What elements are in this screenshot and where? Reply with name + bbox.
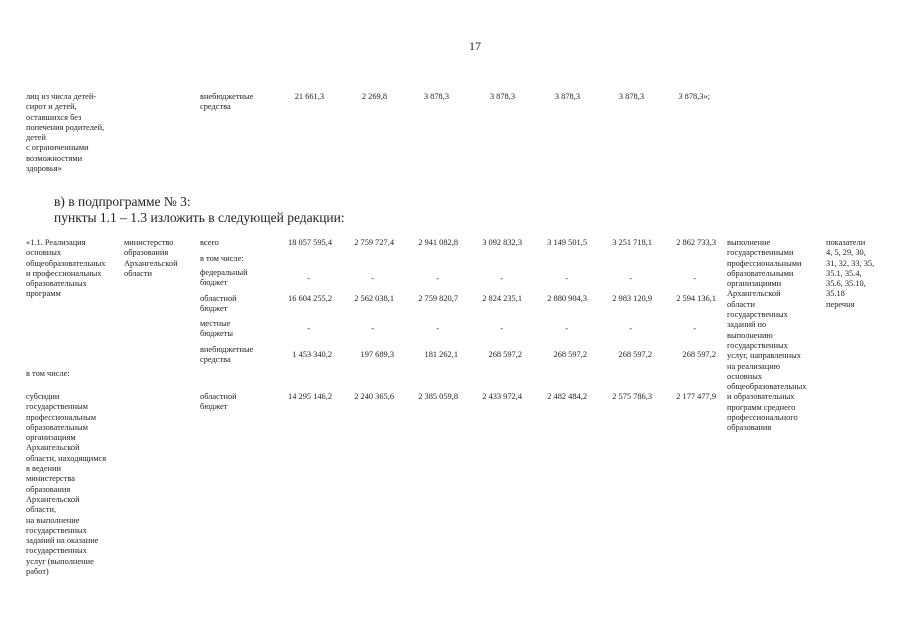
value-cell: 181 262,1 xyxy=(424,350,458,359)
result-text: выполнение государственными профессиональными образовательными организациями Архангельской области государственных заданий по выполнению государственных услуг, направленных на реализацию основных общеобразовательных и образовательных программ среднего профессионального образования xyxy=(727,238,807,433)
page-number: 17 xyxy=(469,39,481,53)
value-cell: 2 385 059,8 xyxy=(418,392,458,401)
value-cell: - xyxy=(565,274,568,283)
top-value-1: 2 269,8 xyxy=(361,92,387,101)
value-cell: - xyxy=(629,274,632,283)
value-cell: - xyxy=(307,274,310,283)
source-label-local: местные бюджеты xyxy=(200,319,234,339)
value-cell: 268 597,2 xyxy=(618,350,652,359)
value-cell: 18 057 595,4 xyxy=(288,238,332,247)
value-cell: 268 597,2 xyxy=(553,350,587,359)
value-cell: 2 482 484,2 xyxy=(547,392,587,401)
value-cell: - xyxy=(500,274,503,283)
value-cell: 16 604 255,2 xyxy=(288,294,332,303)
value-cell: - xyxy=(565,324,568,333)
value-cell: 2 941 082,8 xyxy=(418,238,458,247)
value-cell: - xyxy=(436,274,439,283)
value-cell: 2 824 235,1 xyxy=(482,294,522,303)
including-label: в том числе: xyxy=(26,369,70,378)
source-label-total: всего xyxy=(200,238,219,247)
top-value-0: 21 661,3 xyxy=(294,92,324,101)
source-label-offbudget: внебюджетные средства xyxy=(200,345,254,365)
heading-line-2: пункты 1.1 – 1.3 изложить в следующей редакции: xyxy=(54,210,345,225)
value-cell: 3 092 832,3 xyxy=(482,238,522,247)
value-cell: 2 240 365,6 xyxy=(354,392,394,401)
top-value-4: 3 878,3 xyxy=(554,92,580,101)
top-value-2: 3 878,3 xyxy=(423,92,449,101)
value-cell: - xyxy=(371,324,374,333)
value-cell: - xyxy=(307,324,310,333)
source-label-regional: областной бюджет xyxy=(200,294,237,314)
value-cell: - xyxy=(693,274,696,283)
subsidy-text: субсидии государственным профессиональным образовательным организациям Архангельской области, находящимся в ведении министерства образования Архангельской области, на выполнение государственных заданий на оказание государственных услуг (выполнение работ) xyxy=(26,392,107,577)
value-cell: 2 177 477,9 xyxy=(676,392,716,401)
value-cell: 2 759 820,7 xyxy=(418,294,458,303)
subsidy-source: областной бюджет xyxy=(200,392,237,412)
value-cell: 197 689,3 xyxy=(360,350,394,359)
value-cell: 2 562 038,1 xyxy=(354,294,394,303)
value-cell: - xyxy=(371,274,374,283)
value-cell: 2 433 972,4 xyxy=(482,392,522,401)
item-name: «1.1. Реализация основных общеобразовательных и профессиональных образовательных программ xyxy=(26,238,106,299)
value-cell: 2 862 733,3 xyxy=(676,238,716,247)
indicator-text: показатели 4, 5, 29, 30, 31, 32, 33, 35, 35.1, 35.4, 35.6, 35.10, 35.18 перечня xyxy=(826,238,875,309)
value-cell: 268 597,2 xyxy=(682,350,716,359)
value-cell: 14 295 146,2 xyxy=(288,392,332,401)
value-cell: - xyxy=(629,324,632,333)
value-cell: - xyxy=(500,324,503,333)
top-source-text: внебюджетные средства xyxy=(200,92,254,112)
value-cell: 3 251 718,1 xyxy=(612,238,652,247)
value-cell: - xyxy=(436,324,439,333)
value-cell: 268 597,2 xyxy=(488,350,522,359)
top-category-text: лиц из числа детей- сирот и детей, оставшихся без попечения родителей, детей с ограниченными возможностями здоровья» xyxy=(26,92,105,174)
value-cell: 3 149 501,5 xyxy=(547,238,587,247)
value-cell: - xyxy=(693,324,696,333)
value-cell: 1 453 340,2 xyxy=(292,350,332,359)
value-cell: 2 594 136,1 xyxy=(676,294,716,303)
top-value-6: 3 878,3»; xyxy=(678,92,710,101)
value-cell: 2 983 120,9 xyxy=(612,294,652,303)
heading-line-1: в) в подпрограмме № 3: xyxy=(54,194,191,209)
top-value-5: 3 878,3 xyxy=(618,92,644,101)
executor: министерство образования Архангельской области xyxy=(124,238,178,278)
value-cell: 2 880 904,3 xyxy=(547,294,587,303)
value-cell: 2 575 786,3 xyxy=(612,392,652,401)
top-value-3: 3 878,3 xyxy=(489,92,515,101)
value-cell: 2 759 727,4 xyxy=(354,238,394,247)
source-label-including: в том числе: xyxy=(200,254,244,263)
source-label-federal: федеральный бюджет xyxy=(200,268,248,288)
